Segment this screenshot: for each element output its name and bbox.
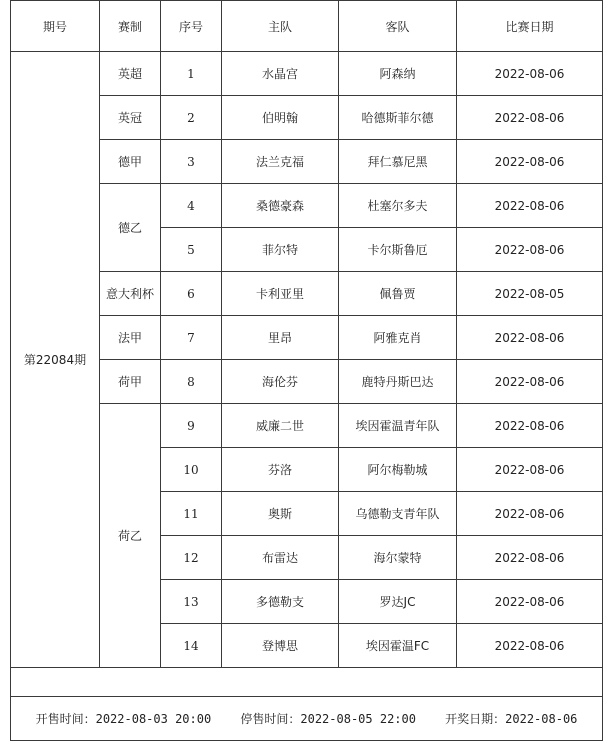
header-period: 期号 xyxy=(11,1,100,52)
away-team: 海尔蒙特 xyxy=(339,536,457,580)
away-team: 佩鲁贾 xyxy=(339,272,457,316)
away-team: 乌德勒支青年队 xyxy=(339,492,457,536)
match-date: 2022-08-06 xyxy=(457,492,603,536)
match-date: 2022-08-06 xyxy=(457,404,603,448)
sale-info xyxy=(11,710,602,727)
sale-start-value: 2022-08-03 20:00 xyxy=(95,712,212,726)
header-match-date: 比赛日期 xyxy=(457,1,603,52)
match-index: 5 xyxy=(161,228,222,272)
blank-row xyxy=(11,668,603,697)
competition-cell: 法甲 xyxy=(100,316,161,360)
home-team: 卡利亚里 xyxy=(222,272,339,316)
competition-cell: 意大利杯 xyxy=(100,272,161,316)
match-date: 2022-08-05 xyxy=(457,272,603,316)
table-row xyxy=(11,360,603,404)
competition-cell: 英冠 xyxy=(100,96,161,140)
away-team: 杜塞尔多夫 xyxy=(339,184,457,228)
away-team: 鹿特丹斯巴达 xyxy=(339,360,457,404)
match-index: 1 xyxy=(161,52,222,96)
home-team: 法兰克福 xyxy=(222,140,339,184)
away-team: 卡尔斯鲁厄 xyxy=(339,228,457,272)
sale-start xyxy=(36,710,212,727)
footer-cell xyxy=(11,697,603,741)
draw-date xyxy=(445,710,577,727)
home-team: 布雷达 xyxy=(222,536,339,580)
table-row xyxy=(11,272,603,316)
match-date: 2022-08-06 xyxy=(457,316,603,360)
match-index: 8 xyxy=(161,360,222,404)
away-team: 阿森纳 xyxy=(339,52,457,96)
home-team: 威廉二世 xyxy=(222,404,339,448)
sale-end-label: 停售时间： xyxy=(240,712,301,726)
match-date: 2022-08-06 xyxy=(457,624,603,668)
match-index: 11 xyxy=(161,492,222,536)
match-date: 2022-08-06 xyxy=(457,360,603,404)
match-date: 2022-08-06 xyxy=(457,448,603,492)
home-team: 奥斯 xyxy=(222,492,339,536)
match-date: 2022-08-06 xyxy=(457,536,603,580)
table-row xyxy=(11,52,603,96)
home-team: 桑德豪森 xyxy=(222,184,339,228)
match-date: 2022-08-06 xyxy=(457,140,603,184)
draw-date-label: 开奖日期： xyxy=(445,712,506,726)
home-team: 伯明翰 xyxy=(222,96,339,140)
sale-end-value: 2022-08-05 22:00 xyxy=(300,712,416,726)
period-cell: 第22084期 xyxy=(11,52,100,668)
header-row xyxy=(11,1,603,52)
table-row xyxy=(11,140,603,184)
table-row xyxy=(11,184,603,228)
away-team: 阿雅克肖 xyxy=(339,316,457,360)
competition-cell: 荷乙 xyxy=(100,404,161,668)
footer-row xyxy=(11,697,603,741)
match-index: 3 xyxy=(161,140,222,184)
sale-start-label: 开售时间： xyxy=(35,712,96,726)
away-team: 埃因霍温FC xyxy=(339,624,457,668)
match-index: 6 xyxy=(161,272,222,316)
competition-cell: 德甲 xyxy=(100,140,161,184)
blank-cell xyxy=(11,668,603,697)
home-team: 登博思 xyxy=(222,624,339,668)
home-team: 里昂 xyxy=(222,316,339,360)
table-row xyxy=(11,404,603,448)
table-row xyxy=(11,316,603,360)
match-index: 7 xyxy=(161,316,222,360)
lottery-schedule-table xyxy=(10,0,603,741)
match-index: 12 xyxy=(161,536,222,580)
home-team: 芬洛 xyxy=(222,448,339,492)
home-team: 水晶宫 xyxy=(222,52,339,96)
header-away-team: 客队 xyxy=(339,1,457,52)
away-team: 阿尔梅勒城 xyxy=(339,448,457,492)
match-index: 4 xyxy=(161,184,222,228)
match-index: 9 xyxy=(161,404,222,448)
home-team: 多德勒支 xyxy=(222,580,339,624)
away-team: 哈德斯菲尔德 xyxy=(339,96,457,140)
match-date: 2022-08-06 xyxy=(457,184,603,228)
match-date: 2022-08-06 xyxy=(457,580,603,624)
away-team: 拜仁慕尼黑 xyxy=(339,140,457,184)
schedule-frame xyxy=(10,0,602,744)
match-index: 14 xyxy=(161,624,222,668)
header-index: 序号 xyxy=(161,1,222,52)
draw-date-value: 2022-08-06 xyxy=(505,712,578,726)
competition-cell: 荷甲 xyxy=(100,360,161,404)
competition-cell: 英超 xyxy=(100,52,161,96)
match-index: 2 xyxy=(161,96,222,140)
match-date: 2022-08-06 xyxy=(457,96,603,140)
sale-end xyxy=(240,710,416,727)
match-index: 13 xyxy=(161,580,222,624)
home-team: 海伦芬 xyxy=(222,360,339,404)
competition-cell: 德乙 xyxy=(100,184,161,272)
header-competition: 赛制 xyxy=(100,1,161,52)
match-index: 10 xyxy=(161,448,222,492)
header-home-team: 主队 xyxy=(222,1,339,52)
match-date: 2022-08-06 xyxy=(457,228,603,272)
match-date: 2022-08-06 xyxy=(457,52,603,96)
table-row xyxy=(11,96,603,140)
away-team: 罗达JC xyxy=(339,580,457,624)
away-team: 埃因霍温青年队 xyxy=(339,404,457,448)
home-team: 菲尔特 xyxy=(222,228,339,272)
